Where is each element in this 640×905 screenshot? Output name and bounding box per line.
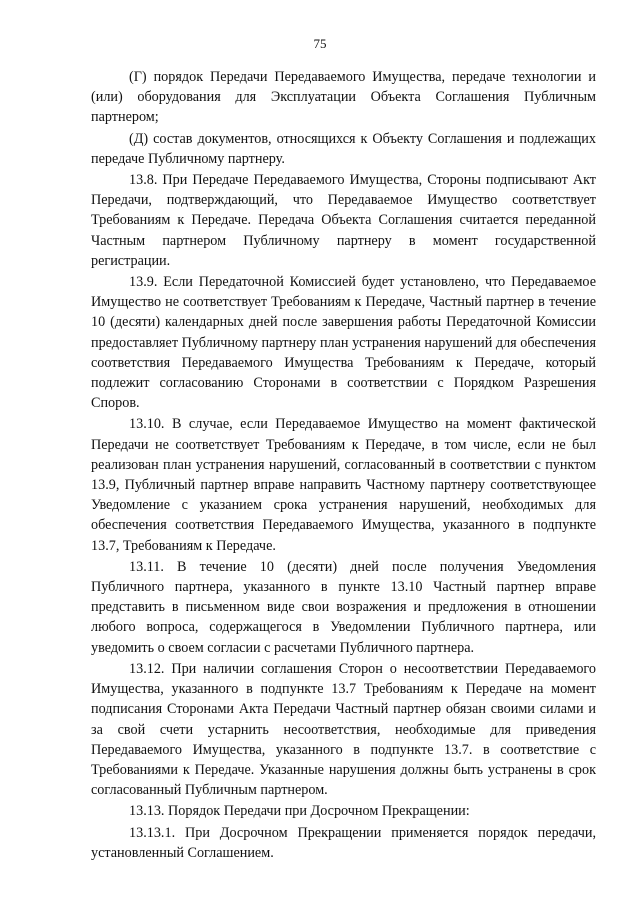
page-number: 75 (313, 36, 327, 51)
paragraph-13-13-1: 13.13.1. При Досрочном Прекращении применяется порядок передачи, установленный Соглашением. (91, 824, 596, 861)
paragraph-13-13: 13.13. Порядок Передачи при Досрочном Прекращении: (129, 803, 470, 820)
paragraph-13-12: 13.12. При наличии соглашения Сторон о несоответствии Передаваемого Имущества, указанного в подпункте 13.7 Требованиям к Передаче на момент подписания Сторонами Акта Передачи Частный партнер обязан своими силами и за свой счети устарнить несоответствия, необходимые для приведения Передаваемого Имущества, указанного в подпункте 13.7. в соответствие с Требованиями к Передаче. Указанные нарушения должны быть устранены в срок согласованный Публичным партнером. (91, 660, 596, 799)
document-body (91, 67, 596, 864)
paragraph-13-8: 13.8. При Передаче Передаваемого Имущества, Стороны подписывают Акт Передачи, подтверждающий, что Передаваемое Имущество соответствует Требованиям к Передаче. Передача Объекта Соглашения считается переданной Частным партнером Публичному партнеру в момент государственной регистрации. (91, 172, 596, 269)
paragraph-item-g: (Г) порядок Передачи Передаваемого Имущества, передаче технологии и (или) оборудования для Эксплуатации Объекта Соглашения Публичным партнером; (91, 69, 596, 126)
paragraph-13-9: 13.9. Если Передаточной Комиссией будет установлено, что Передаваемое Имущество не соответствует Требованиям к Передаче, Частный партнер в течение 10 (десяти) календарных дней после завершения работы Передаточной Комиссии предоставляет Публичному партнеру план устранения нарушений для обеспечения соответствия Передаваемого Имущества Требованиям к Передаче, который подлежит согласованию Сторонами в соответствии с Порядком Разрешения Споров. (91, 274, 596, 412)
paragraph-item-d: (Д) состав документов, относящихся к Объекту Соглашения и подлежащих передаче Публичному партнеру. (91, 130, 596, 167)
paragraph-13-10: 13.10. В случае, если Передаваемое Имущество на момент фактической Передачи не соответствует Требованиям к Передаче, в том числе, если не был реализован план устранения нарушений, согласованный в соответствии с пунктом 13.9, Публичный партнер вправе направить Частному партнеру соответствующее Уведомление с указанием срока устранения нарушений, необходимых для обеспечения соответствия Передаваемого Имущества, указанного в подпункте 13.7, Требованиям к Передаче. (91, 416, 596, 554)
paragraph-13-11: 13.11. В течение 10 (десяти) дней после получения Уведомления Публичного партнера, указанного в пункте 13.10 Частный партнер вправе представить в письменном виде свои возражения и предложения в отношении любого вопроса, содержащегося в Уведомлении Публичного партнера, или уведомить о своем согласии с расчетами Публичного партнера. (91, 558, 596, 656)
